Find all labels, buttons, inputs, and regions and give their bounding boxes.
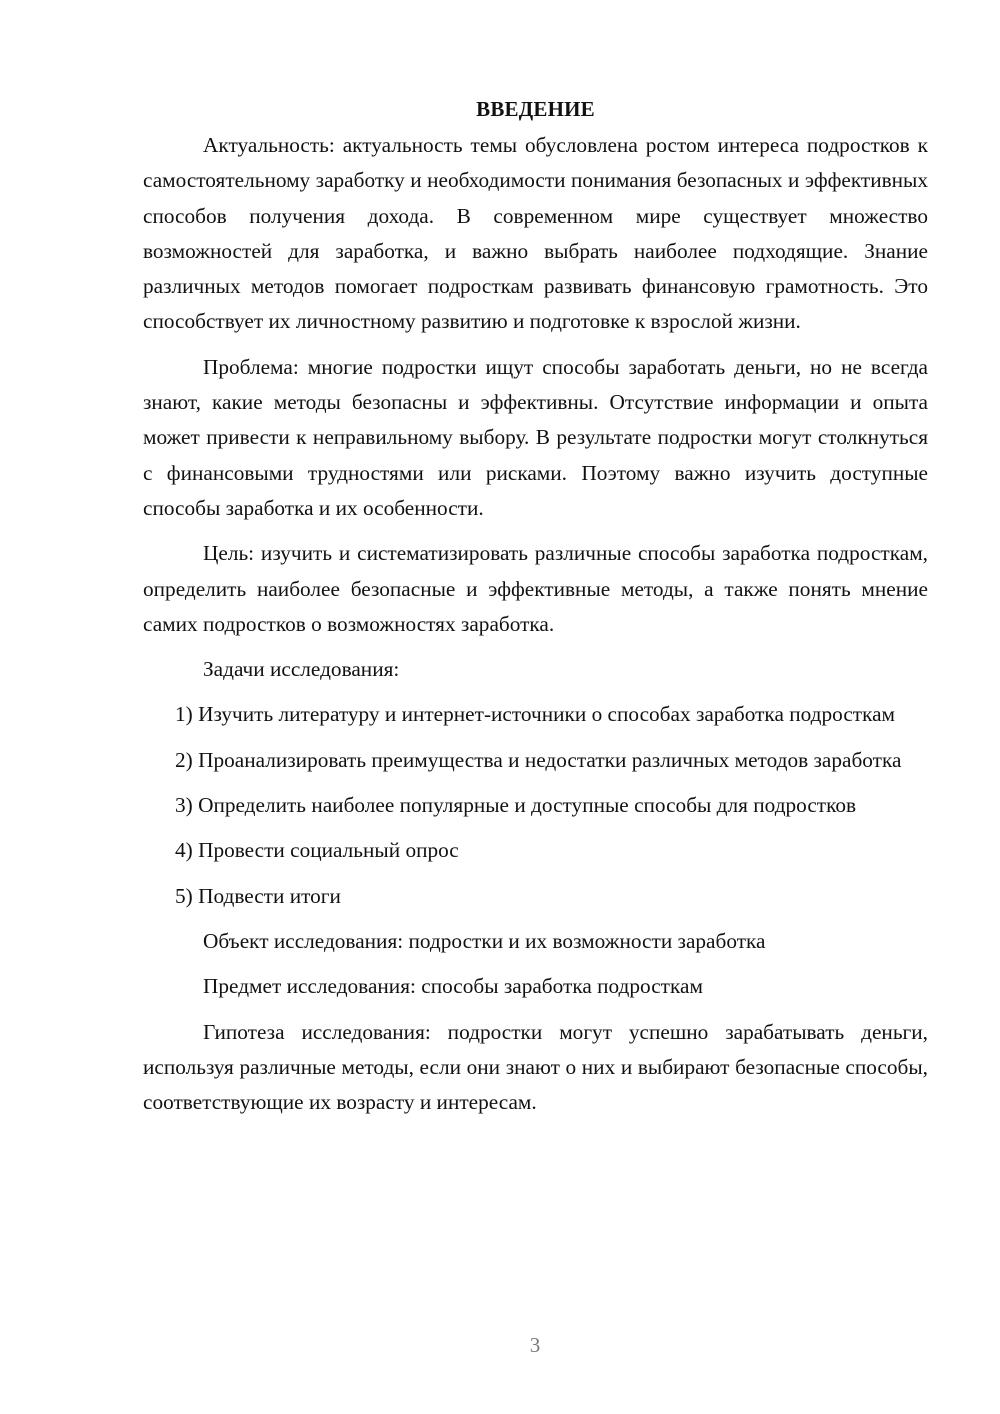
document-page	[143, 92, 928, 1130]
subject-line: Предмет исследования: способы заработка подросткам	[203, 974, 703, 999]
hypothesis-paragraph: Гипотеза исследования: подростки могут успешно зарабатывать деньги, используя различные методы, если они знают о них и выбирают безопасные способы, соответствующие их возрасту и интересам.	[143, 1019, 928, 1115]
task-item-4: 4) Провести социальный опрос	[175, 838, 459, 863]
object-line: Объект исследования: подростки и их возможности заработка	[203, 928, 766, 953]
problem-paragraph: Проблема: многие подростки ищут способы заработать деньги, но не всегда знают, какие методы безопасны и эффективны. Отсутствие информации и опыта может привести к неправильному выбору. В результате подростки могут столкнуться с финансовыми трудностями или рисками. Поэтому важно изучить доступные способы заработка и их особенности.	[143, 354, 928, 520]
goal-paragraph: Цель: изучить и систематизировать различные способы заработка подросткам, определить наиболее безопасные и эффективные методы, а также понять мнение самих подростков о возможностях заработка.	[143, 541, 928, 636]
section-title: ВВЕДЕНИЕ	[476, 97, 595, 121]
task-item-5: 5) Подвести итоги	[175, 883, 341, 908]
page-number: 3	[529, 1333, 541, 1357]
task-item-1: 1) Изучить литературу и интернет-источники о способах заработка подросткам	[175, 702, 896, 727]
task-item-3: 3) Определить наиболее популярные и доступные способы для подростков	[175, 793, 857, 818]
tasks-heading: Задачи исследования:	[203, 657, 400, 682]
relevance-paragraph: Актуальность: актуальность темы обусловлена ростом интереса подростков к самостоятельному заработку и необходимости понимания безопасных и эффективных способов получения дохода. В современном мире существует множество возможностей для заработка, и важно выбрать наиболее подходящие. Знание различных методов помогает подросткам развивать финансовую грамотность. Это способствует их личностному развитию и подготовке к взрослой жизни.	[143, 133, 928, 334]
task-item-2: 2) Проанализировать преимущества и недостатки различных методов заработка	[175, 747, 902, 772]
